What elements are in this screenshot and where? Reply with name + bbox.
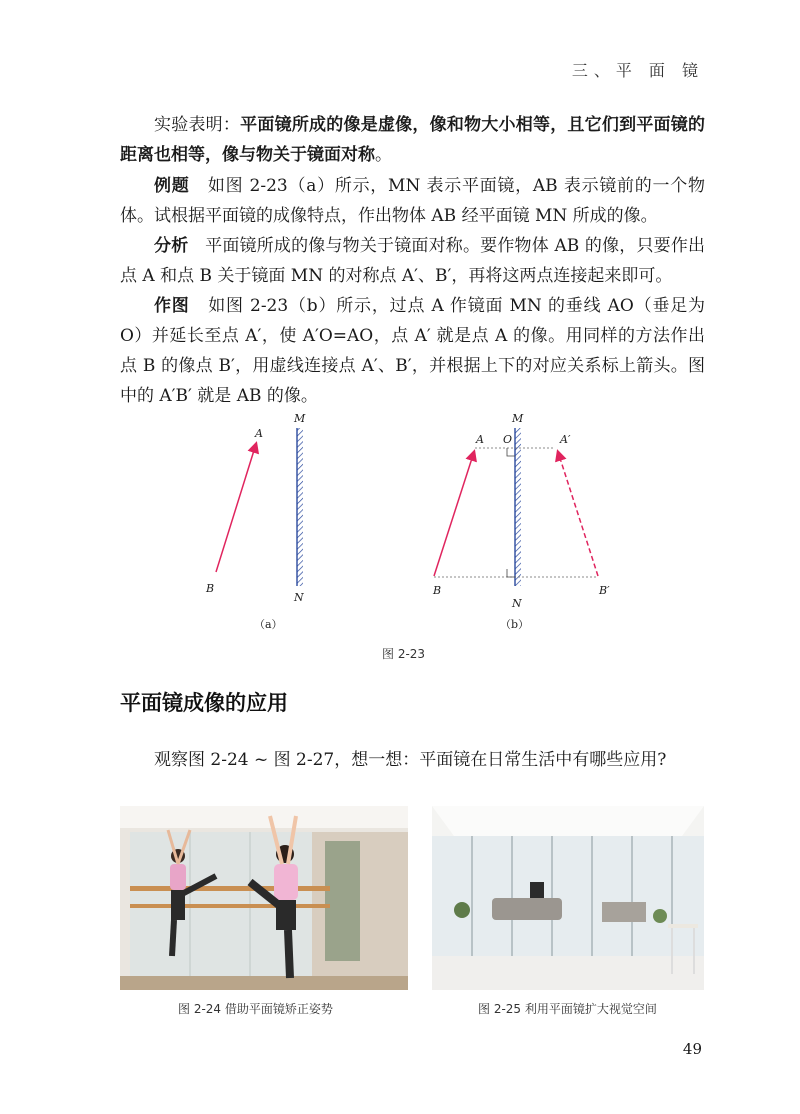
label-B-a: B — [206, 582, 215, 595]
label-N-a: N — [294, 591, 304, 604]
label-A-a: A — [255, 427, 263, 440]
label-B-prime: B′ — [599, 584, 610, 597]
example-text: 如图 2-23（a）所示，MN 表示平面镜，AB 表示镜前的一个物体。试根据平面镜的成像特点，作出物体 AB 经平面镜 MN 所成的像。 — [120, 176, 706, 226]
observe-paragraph — [120, 745, 705, 775]
analysis-text: 平面镜所成的像与物关于镜面对称。要作物体 AB 的像，只要作出点 A 和点 B 关于镜面 MN 的对称点 A′、B′，再将这两点连接起来即可。 — [120, 236, 706, 286]
room-mirror-photo — [432, 806, 704, 990]
figure-2-23-caption: 图 2-23 — [382, 647, 426, 661]
observe-text: 观察图 2-24 ~ 图 2-27，想一想：平面镜在日常生活中有哪些应用? — [154, 750, 667, 770]
construction-lead: 作图 — [154, 296, 190, 316]
page-number: 49 — [682, 1040, 702, 1058]
label-N-b: N — [512, 597, 522, 610]
ballet-photo-icon — [120, 806, 408, 990]
label-M-a: M — [294, 412, 306, 425]
mirror-b — [515, 428, 521, 586]
right-angle-bottom — [507, 569, 515, 577]
construction-paragraph — [120, 291, 705, 411]
figure-b — [432, 412, 610, 610]
section-title: 平面镜成像的应用 — [120, 691, 288, 715]
photo-2-24-caption: 图 2-24 借助平面镜矫正姿势 — [178, 1002, 333, 1016]
construction-text: 如图 2-23（b）所示，过点 A 作镜面 MN 的垂线 AO（垂足为 O）并延长至点 A′，使 A′O=AO，点 A′ 就是点 A 的像。用同样的方法作出点 B 的像点 B′，用虚线连接点 A′、B′，并根据上下的对应关系标上箭头。图中的 A′B′ 就是 AB 的像。 — [120, 296, 705, 406]
mirror-a — [297, 428, 303, 586]
example-lead: 例题 — [154, 176, 190, 196]
room-photo-icon — [432, 806, 704, 990]
label-B-b: B — [433, 584, 442, 597]
conclusion-suffix: 。 — [375, 145, 392, 165]
figure-2-23 — [170, 410, 630, 640]
object-arrow-a — [216, 444, 256, 572]
label-A-b: A — [476, 433, 484, 446]
conclusion-bold: 平面镜所成的像是虚像，像和物大小相等，且它们到平面镜的距离也相等，像与物关于镜面对称 — [120, 115, 706, 165]
sub-caption-a: （a） — [254, 618, 283, 631]
label-M-b: M — [512, 412, 524, 425]
photo-2-25-caption: 图 2-25 利用平面镜扩大视觉空间 — [478, 1002, 657, 1016]
sub-caption-b: （b） — [500, 618, 530, 631]
experiment-conclusion — [120, 110, 705, 170]
figure-a — [205, 412, 306, 604]
object-arrow-b — [434, 452, 474, 576]
analysis-lead: 分析 — [154, 236, 189, 256]
image-arrow-b — [558, 452, 598, 576]
label-A-prime: A′ — [560, 433, 571, 446]
example-paragraph — [120, 171, 705, 231]
running-header: 三、平 面 镜 — [571, 61, 704, 80]
right-angle-top — [507, 448, 515, 456]
label-O: O — [503, 433, 513, 446]
analysis-paragraph — [120, 231, 705, 291]
ballet-mirror-photo — [120, 806, 408, 990]
conclusion-prefix: 实验表明： — [154, 115, 241, 135]
